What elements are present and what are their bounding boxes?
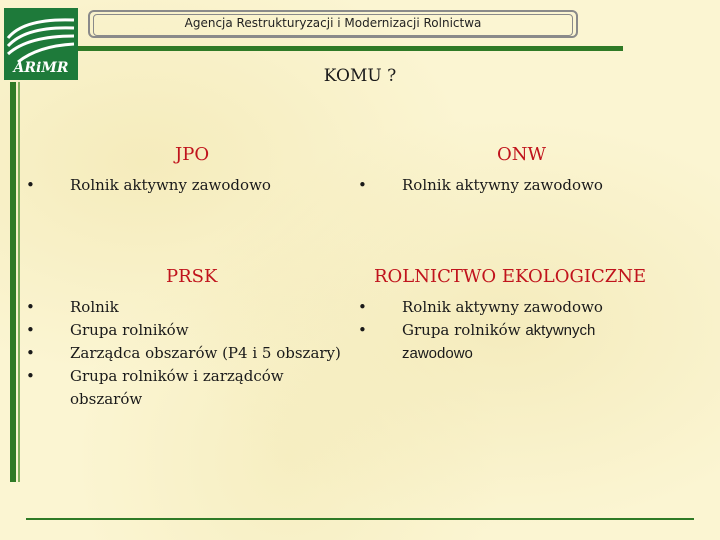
list-eko [358,296,658,365]
footer-divider [26,518,694,520]
left-border [10,82,16,482]
list-item: • Rolnik [26,296,346,319]
list-prsk [26,296,346,411]
list-item-text-sans: aktywnych zawodowo [402,322,596,362]
list-item: • Rolnik aktywny zawodowo [358,174,678,197]
section-title-jpo: JPO [175,144,210,165]
section-title-prsk: PRSK [166,266,218,287]
arimr-logo [4,8,78,80]
list-item: • Zarządca obszarów (P4 i 5 obszary) [26,342,346,365]
list-onw [358,174,678,197]
logo-text: ARiMR [13,60,69,76]
agency-title: Agencja Restrukturyzacji i Modernizacji Rolnictwa [184,16,482,30]
section-title-eko: ROLNICTWO EKOLOGICZNE [374,266,647,287]
header-divider [78,46,623,51]
list-item-text: Grupa rolników [402,321,526,339]
left-border-inner [18,82,20,482]
list-item: • Rolnik aktywny zawodowo [358,296,658,319]
list-jpo [26,174,326,197]
list-item: • Grupa rolników i zarządców obszarów [26,365,346,411]
slide-title: KOMU ? [323,66,397,86]
section-title-onw: ONW [497,144,547,165]
list-item: • Rolnik aktywny zawodowo [26,174,326,197]
list-item: • Grupa rolników [26,319,346,342]
field-waves-icon [4,8,78,64]
list-item [358,319,658,365]
